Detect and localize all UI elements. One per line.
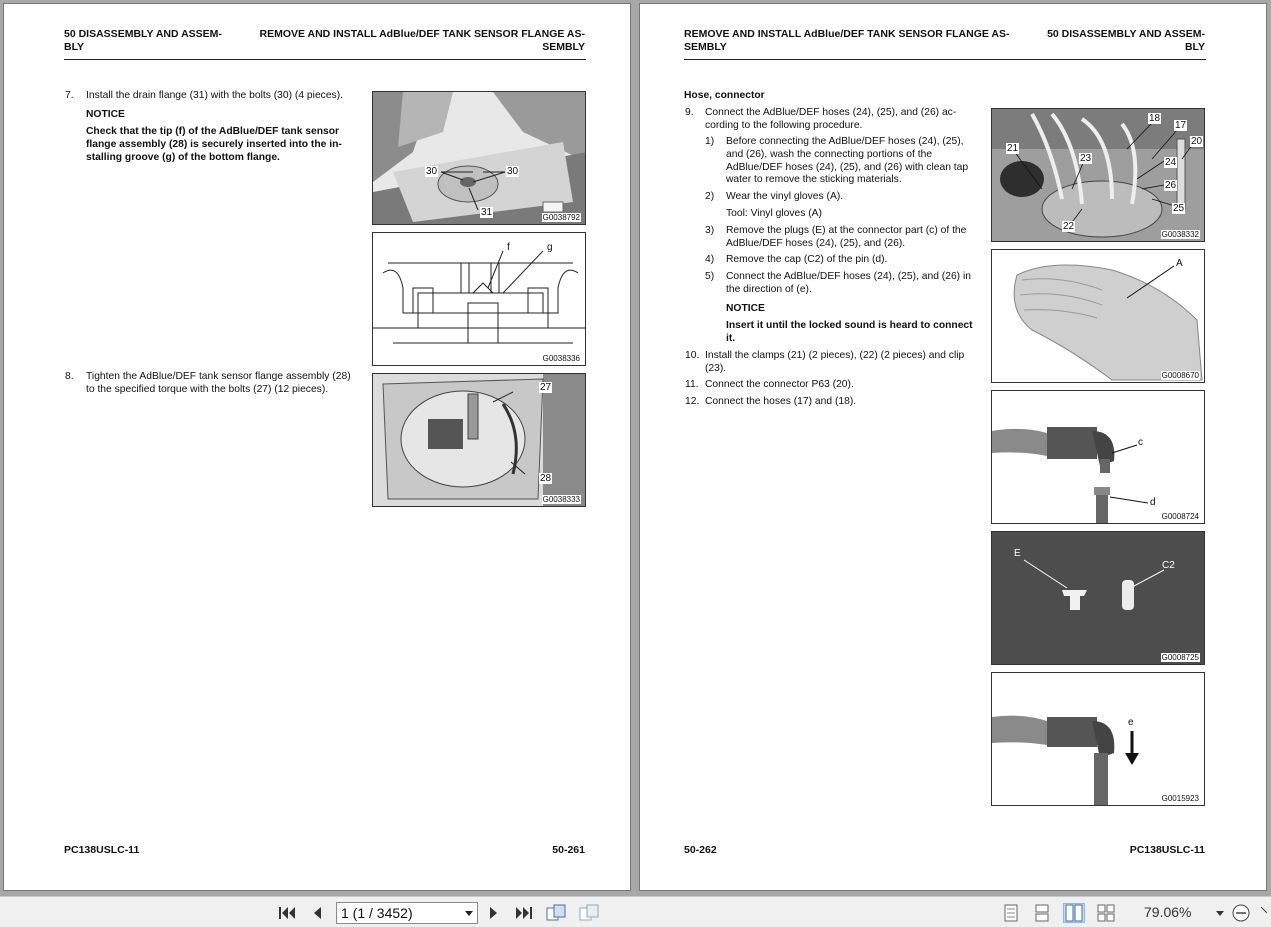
figure-connector-pin xyxy=(991,390,1205,524)
continuous-page-icon xyxy=(1034,904,1050,922)
callout-label: E xyxy=(1014,548,1021,559)
divider xyxy=(1255,903,1271,923)
select-tool-button[interactable] xyxy=(545,903,567,923)
callout-label: 30 xyxy=(507,166,519,177)
figure-illustration xyxy=(992,532,1205,665)
next-page-icon xyxy=(488,905,500,921)
page-footer-number: 50-262 xyxy=(684,844,717,856)
figure-illustration xyxy=(992,673,1205,806)
callout-label: d xyxy=(1150,497,1156,508)
zoom-level[interactable]: 79.06% xyxy=(1144,904,1192,920)
figure-illustration xyxy=(992,250,1205,383)
substep-text: Before connecting the AdBlue/DEF hoses (24), (25), and (26), wash the connecting portions of the AdBlue/DEF hoses (24), (25), and (26) with clean tap water to remove the sticking materials. xyxy=(726,136,969,186)
figure-id: G0038792 xyxy=(542,213,580,222)
single-page-icon xyxy=(1003,904,1019,922)
figure-id: G0038333 xyxy=(542,495,580,504)
notice-title: NOTICE xyxy=(726,303,765,314)
snapshot-button[interactable] xyxy=(578,903,600,923)
step-text: Install the clamps (21) (2 pieces), (22) (2 pieces) and clip (23). xyxy=(705,350,965,374)
callout-label: 17 xyxy=(1175,120,1187,131)
step-number: 12. xyxy=(685,396,700,407)
previous-page-button[interactable] xyxy=(306,903,328,923)
page-number-value: 1 (1 / 3452) xyxy=(341,905,413,921)
step-text: Connect the hoses (17) and (18). xyxy=(705,396,857,407)
page-footer-model: PC138USLC-11 xyxy=(1129,844,1205,856)
callout-label: 27 xyxy=(540,382,552,393)
section-title: Hose, connector xyxy=(684,90,765,101)
two-page-continuous-view-button[interactable] xyxy=(1095,903,1117,923)
separator-line xyxy=(1259,903,1267,923)
callout-label: 18 xyxy=(1149,113,1161,124)
single-page-view-button[interactable] xyxy=(1000,903,1022,923)
step-number: 9. xyxy=(685,107,694,118)
callout-label: 30 xyxy=(426,166,438,177)
zoom-out-icon xyxy=(1231,903,1251,923)
substep-text: Remove the cap (C2) of the pin (d). xyxy=(726,254,888,265)
figure-sensor-flange-bolts xyxy=(372,373,586,507)
snapshot-icon xyxy=(579,904,599,922)
substep-text: Wear the vinyl gloves (A). xyxy=(726,191,844,202)
zoom-out-button[interactable] xyxy=(1230,903,1252,923)
callout-label: 24 xyxy=(1165,157,1177,168)
figure-illustration xyxy=(373,92,586,225)
figure-drain-flange xyxy=(372,91,586,225)
continuous-view-button[interactable] xyxy=(1031,903,1053,923)
callout-label: C2 xyxy=(1162,560,1175,571)
substep-number: 5) xyxy=(705,271,715,282)
page-header-right: REMOVE AND INSTALL AdBlue/DEF TANK SENSOR FLANGE AS- SEMBLY xyxy=(259,28,585,53)
callout-label: 22 xyxy=(1063,221,1075,232)
chevron-down-icon[interactable] xyxy=(465,911,473,916)
callout-label: 31 xyxy=(481,207,493,218)
two-page-view-button[interactable] xyxy=(1063,903,1085,923)
callout-label: e xyxy=(1128,717,1134,728)
substep-number: 3) xyxy=(705,225,715,236)
figure-plug-cap xyxy=(991,531,1205,665)
figure-def-hoses xyxy=(991,108,1205,242)
callout-label: c xyxy=(1138,437,1143,448)
page-header-left: REMOVE AND INSTALL AdBlue/DEF TANK SENSOR FLANGE AS- SEMBLY xyxy=(684,28,1010,53)
tool-note: Tool: Vinyl gloves (A) xyxy=(726,208,822,219)
callout-label: A xyxy=(1176,258,1183,269)
substep-number: 4) xyxy=(705,254,715,265)
header-rule xyxy=(684,59,1206,60)
two-page-continuous-icon xyxy=(1097,904,1115,922)
figure-id: G0015923 xyxy=(1161,794,1199,803)
figure-vinyl-gloves xyxy=(991,249,1205,383)
figure-id: G0008670 xyxy=(1161,371,1199,380)
substep-text: Remove the plugs (E) at the connector part (c) of the AdBlue/DEF hoses (24), (25), and (26). xyxy=(726,225,967,249)
step-text: Connect the connector P63 (20). xyxy=(705,379,854,390)
notice-title: NOTICE xyxy=(86,109,125,120)
last-page-button[interactable] xyxy=(513,903,535,923)
figure-illustration xyxy=(992,391,1205,524)
page-50-261 xyxy=(3,3,631,891)
next-page-button[interactable] xyxy=(483,903,505,923)
select-tool-icon xyxy=(546,904,566,922)
figure-id: G0038332 xyxy=(1161,230,1199,239)
zoom-dropdown-button[interactable] xyxy=(1213,903,1227,923)
substep-number: 2) xyxy=(705,191,715,202)
callout-label: 20 xyxy=(1191,136,1203,147)
figure-flange-section xyxy=(372,232,586,366)
callout-label: 26 xyxy=(1165,180,1177,191)
figure-id: G0008725 xyxy=(1161,653,1199,662)
figure-illustration xyxy=(373,233,586,366)
callout-label: g xyxy=(547,242,553,253)
step-number: 7. xyxy=(65,90,74,101)
figure-illustration xyxy=(373,374,586,507)
page-header-left: 50 DISASSEMBLY AND ASSEM- BLY xyxy=(64,28,222,53)
page-50-262 xyxy=(639,3,1267,891)
step-text: Install the drain flange (31) with the bolts (30) (4 pieces). xyxy=(86,90,343,101)
callout-label: 23 xyxy=(1080,153,1092,164)
step-number: 11. xyxy=(685,379,699,390)
last-page-icon xyxy=(515,905,533,921)
viewer-toolbar xyxy=(0,896,1271,927)
step-number: 10. xyxy=(685,350,700,361)
substep-text: Connect the AdBlue/DEF hoses (24), (25), and (26) in the direction of (e). xyxy=(726,271,971,295)
page-number-field[interactable] xyxy=(336,902,478,924)
previous-page-icon xyxy=(311,905,323,921)
step-number: 8. xyxy=(65,371,74,382)
callout-label: f xyxy=(507,242,510,253)
two-page-icon xyxy=(1065,904,1083,922)
header-rule xyxy=(64,59,586,60)
figure-id: G0038336 xyxy=(542,354,580,363)
first-page-icon xyxy=(278,905,296,921)
figure-id: G0008724 xyxy=(1161,512,1199,521)
notice-text: Insert it until the locked sound is heard to connect it. xyxy=(726,320,973,344)
substep-number: 1) xyxy=(705,136,715,147)
page-header-right: 50 DISASSEMBLY AND ASSEM- BLY xyxy=(1047,28,1205,53)
zoom-dropdown-icon xyxy=(1215,909,1225,917)
notice-text: Check that the tip (f) of the AdBlue/DEF tank sensor flange assembly (28) is securely inserted into the in- stalling groove (g) of the bottom flange. xyxy=(86,126,342,163)
step-text: Tighten the AdBlue/DEF tank sensor flange assembly (28) to the specified torque with the bolts (27) (12 pieces). xyxy=(86,371,351,395)
first-page-button[interactable] xyxy=(276,903,298,923)
callout-label: 28 xyxy=(540,473,552,484)
page-footer-model: PC138USLC-11 xyxy=(64,844,140,856)
step-text: Connect the AdBlue/DEF hoses (24), (25), and (26) ac- cording to the following procedure. xyxy=(705,107,957,131)
callout-label: 25 xyxy=(1173,203,1185,214)
callout-label: 21 xyxy=(1007,143,1019,154)
page-footer-number: 50-261 xyxy=(552,844,585,856)
figure-insert-direction xyxy=(991,672,1205,806)
